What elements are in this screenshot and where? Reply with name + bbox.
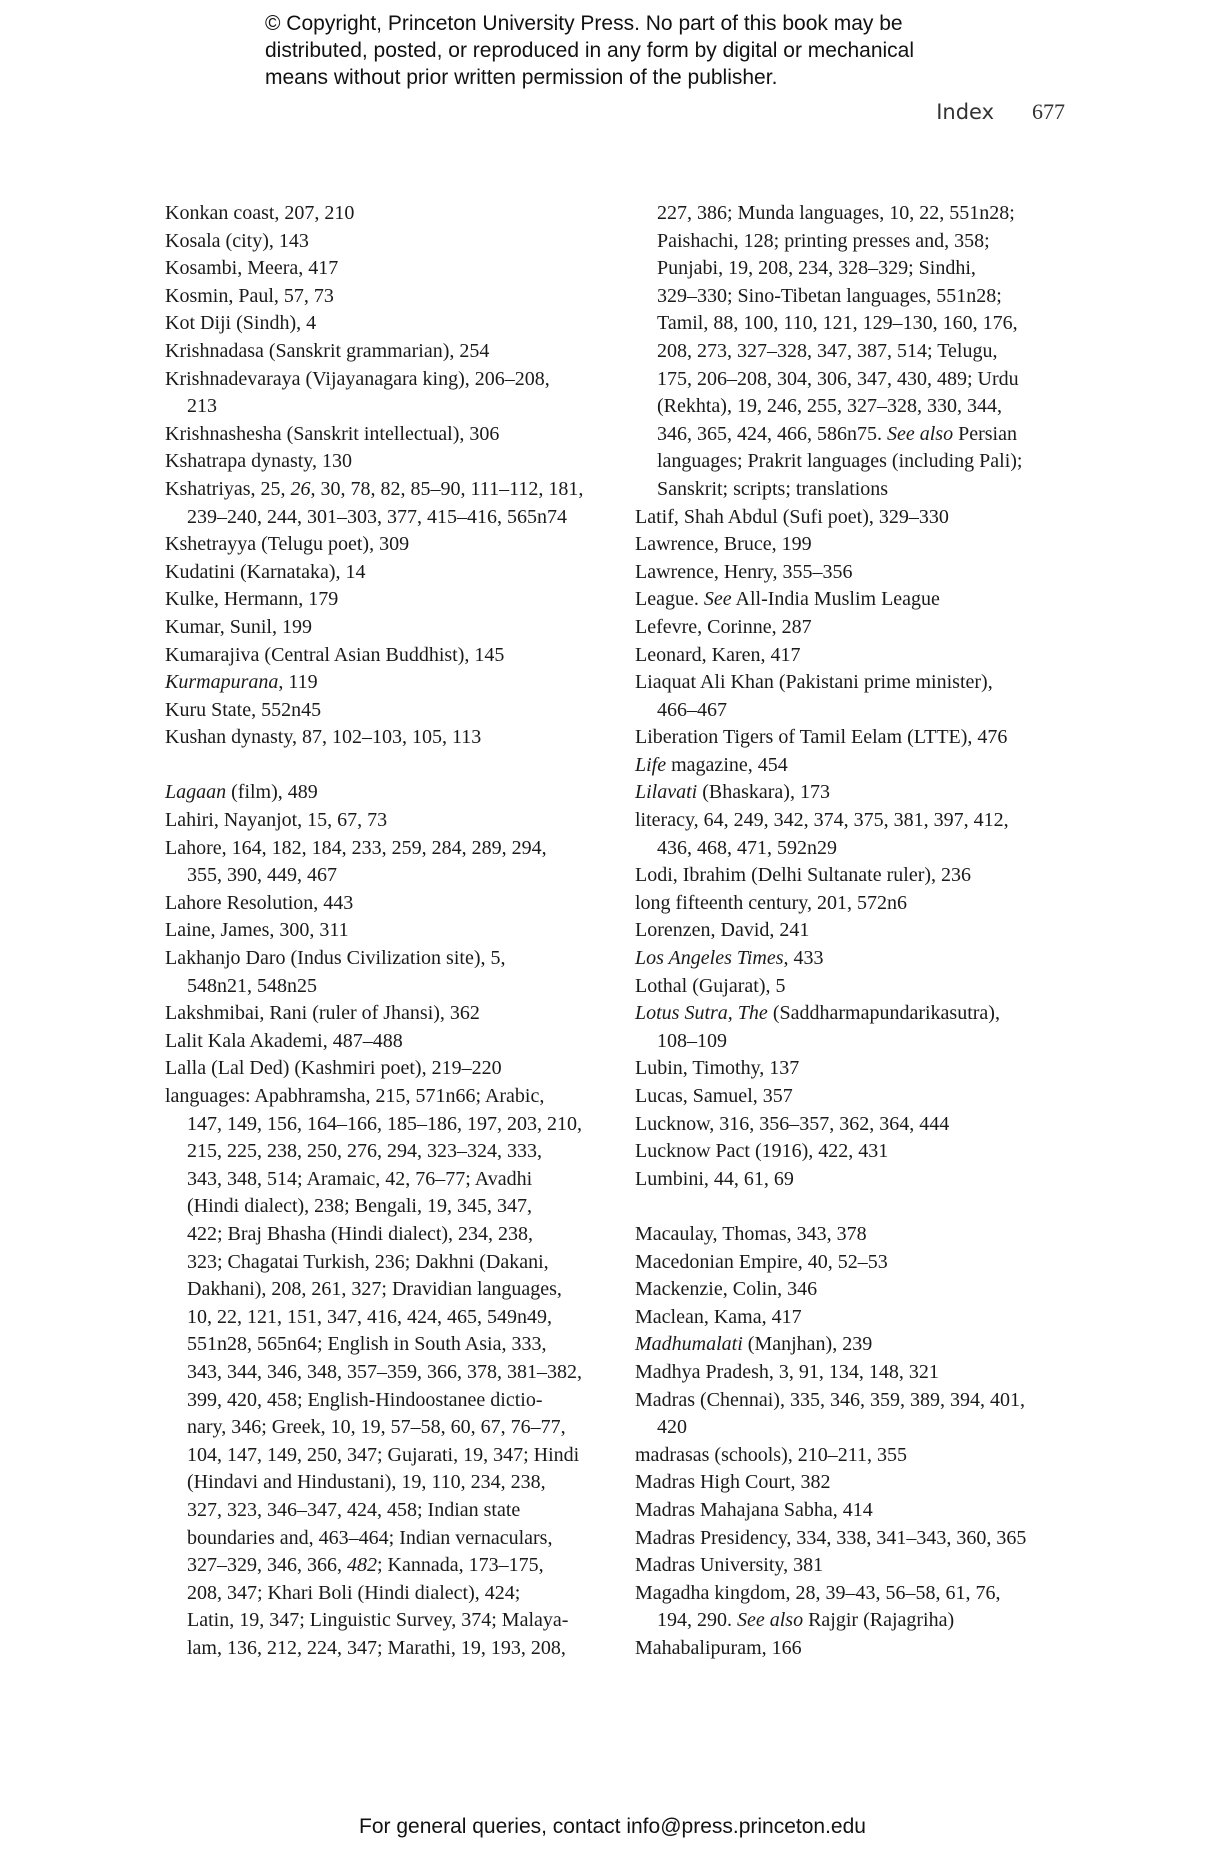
index-entry: Madras High Court, 382 <box>635 1471 831 1494</box>
index-entry: Lakshmibai, Rani (ruler of Jhansi), 362 <box>165 1002 480 1025</box>
index-entry-continuation: Punjabi, 19, 208, 234, 328–329; Sindhi, <box>657 257 976 280</box>
index-entry: Lawrence, Henry, 355–356 <box>635 560 853 583</box>
index-entry-continuation: 104, 147, 149, 250, 347; Gujarati, 19, 347; Hindi <box>187 1443 580 1466</box>
index-entry-continuation: Latin, 19, 347; Linguistic Survey, 374; Malaya- <box>187 1609 569 1632</box>
index-entry: Kurmapurana, 119 <box>165 671 318 694</box>
index-entry-continuation: Paishachi, 128; printing presses and, 358; <box>657 229 990 252</box>
index-entry-continuation: 399, 420, 458; English-Hindoostanee dictio- <box>187 1388 543 1411</box>
copyright-line: distributed, posted, or reproduced in any form by digital or mechanical <box>265 39 915 62</box>
index-entry: Macaulay, Thomas, 343, 378 <box>635 1222 867 1245</box>
index-entry-continuation: 194, 290. See also Rajgir (Rajagriha) <box>657 1609 955 1632</box>
index-entry-continuation: 548n21, 548n25 <box>187 974 317 997</box>
index-entry-continuation: 466–467 <box>657 698 727 721</box>
index-entry: Liaquat Ali Khan (Pakistani prime minister), <box>635 671 993 694</box>
index-entry: Krishnadasa (Sanskrit grammarian), 254 <box>165 339 490 362</box>
index-entry: Lakhanjo Daro (Indus Civilization site), 5, <box>165 947 506 970</box>
index-entry: Lumbini, 44, 61, 69 <box>635 1167 794 1190</box>
index-column-left <box>165 200 600 1662</box>
index-entry: Kosala (city), 143 <box>165 229 309 252</box>
index-entry: Lodi, Ibrahim (Delhi Sultanate ruler), 236 <box>635 864 972 887</box>
index-entry: Lalit Kala Akademi, 487–488 <box>165 1029 403 1052</box>
index-entry: League. See All-India Muslim League <box>635 588 940 611</box>
index-entry-continuation: Sanskrit; scripts; translations <box>657 477 889 500</box>
index-entry: Los Angeles Times, 433 <box>635 947 824 970</box>
index-entry-continuation: 227, 386; Munda languages, 10, 22, 551n28; <box>657 202 1015 224</box>
index-entry-continuation: 346, 365, 424, 466, 586n75. See also Persian <box>657 422 1017 445</box>
running-head <box>936 99 1065 125</box>
index-entry-continuation: 208, 273, 327–328, 347, 387, 514; Telugu, <box>657 339 998 362</box>
index-entry: Liberation Tigers of Tamil Eelam (LTTE), 476 <box>635 726 1008 749</box>
index-entry-continuation: 108–109 <box>657 1029 727 1052</box>
index-entry: Madras University, 381 <box>635 1554 824 1577</box>
index-entry: Krishnashesha (Sanskrit intellectual), 306 <box>165 422 500 445</box>
index-entry: Lahore, 164, 182, 184, 233, 259, 284, 289, 294, <box>165 836 547 859</box>
index-entry: Konkan coast, 207, 210 <box>165 202 355 224</box>
index-entry-continuation: lam, 136, 212, 224, 347; Marathi, 19, 193, 208, <box>187 1636 566 1659</box>
index-entry: Madras Mahajana Sabha, 414 <box>635 1498 873 1521</box>
index-entry-continuation: 343, 344, 346, 348, 357–359, 366, 378, 381–382, <box>187 1360 582 1383</box>
index-entry: Madhumalati (Manjhan), 239 <box>635 1333 873 1356</box>
index-entry: Madras (Chennai), 335, 346, 359, 389, 394, 401, <box>635 1388 1025 1411</box>
index-entry: Kuru State, 552n45 <box>165 698 322 721</box>
index-entry: Kshatriyas, 25, 26, 30, 78, 82, 85–90, 111–112, 181, <box>165 477 584 500</box>
index-entry-continuation: boundaries and, 463–464; Indian vernaculars, <box>187 1526 553 1549</box>
index-entry: Kshetrayya (Telugu poet), 309 <box>165 533 410 556</box>
index-entry: Krishnadevaraya (Vijayanagara king), 206–208, <box>165 367 550 390</box>
index-entry-continuation: Dakhani), 208, 261, 327; Dravidian languages, <box>187 1278 562 1301</box>
index-entry-continuation: 213 <box>187 395 217 418</box>
index-entry: Maclean, Kama, 417 <box>635 1305 802 1328</box>
index-entry: Lubin, Timothy, 137 <box>635 1057 800 1080</box>
index-entry: Kumarajiva (Central Asian Buddhist), 145 <box>165 643 505 666</box>
index-entry: Lotus Sutra, The (Saddharmapundarikasutra), <box>635 1002 1000 1025</box>
index-entry: Lothal (Gujarat), 5 <box>635 974 786 997</box>
index-entry-continuation: Tamil, 88, 100, 110, 121, 129–130, 160, 176, <box>657 312 1018 335</box>
index-entry: languages: Apabhramsha, 215, 571n66; Arabic, <box>165 1085 545 1107</box>
index-entry-continuation: 343, 348, 514; Aramaic, 42, 76–77; Avadhi <box>187 1167 533 1190</box>
index-entry: Lucas, Samuel, 357 <box>635 1085 793 1107</box>
index-entry: literacy, 64, 249, 342, 374, 375, 381, 397, 412, <box>635 809 1009 832</box>
index-entry: Lahiri, Nayanjot, 15, 67, 73 <box>165 809 388 832</box>
copyright-line: © Copyright, Princeton University Press. No part of this book may be <box>265 12 903 35</box>
index-entry: Mackenzie, Colin, 346 <box>635 1278 818 1301</box>
index-entry-continuation: 327–329, 346, 366, 482; Kannada, 173–175, <box>187 1554 544 1577</box>
index-entry: Kulke, Hermann, 179 <box>165 588 339 611</box>
index-entry: Mahabalipuram, 166 <box>635 1636 802 1659</box>
index-entry: Madhya Pradesh, 3, 91, 134, 148, 321 <box>635 1360 939 1383</box>
index-entry-continuation: (Hindavi and Hindustani), 19, 110, 234, 238, <box>187 1471 546 1494</box>
index-entry: Lucknow Pact (1916), 422, 431 <box>635 1140 889 1163</box>
index-entry-continuation: 355, 390, 449, 467 <box>187 864 337 887</box>
index-entry-continuation: 10, 22, 121, 151, 347, 416, 424, 465, 549n49, <box>187 1305 552 1328</box>
index-entry: Lilavati (Bhaskara), 173 <box>635 781 830 804</box>
index-entry: Leonard, Karen, 417 <box>635 643 801 666</box>
index-entry: Madras Presidency, 334, 338, 341–343, 360, 365 <box>635 1526 1027 1549</box>
index-entry: Kshatrapa dynasty, 130 <box>165 450 352 473</box>
page-number: 677 <box>1032 99 1065 124</box>
index-entry: madrasas (schools), 210–211, 355 <box>635 1443 907 1466</box>
index-entry-continuation: 208, 347; Khari Boli (Hindi dialect), 424; <box>187 1581 521 1604</box>
index-entry-continuation: 215, 225, 238, 250, 276, 294, 323–324, 333, <box>187 1140 542 1163</box>
index-entry: Kosambi, Meera, 417 <box>165 257 339 280</box>
index-entry: Lucknow, 316, 356–357, 362, 364, 444 <box>635 1112 950 1135</box>
index-entry: Kushan dynasty, 87, 102–103, 105, 113 <box>165 726 482 749</box>
index-entry: Lorenzen, David, 241 <box>635 919 810 942</box>
index-column-right <box>635 200 1075 1662</box>
copyright-notice <box>265 10 1025 91</box>
index-entry-continuation: (Hindi dialect), 238; Bengali, 19, 345, 347, <box>187 1195 532 1218</box>
index-entry: Kudatini (Karnataka), 14 <box>165 560 366 583</box>
index-entry: Lefevre, Corinne, 287 <box>635 615 812 638</box>
index-entry: Lawrence, Bruce, 199 <box>635 533 812 556</box>
index-entry: Kumar, Sunil, 199 <box>165 615 312 638</box>
footer-contact: For general queries, contact info@press.princeton.edu <box>359 1815 866 1838</box>
index-entry-continuation: 323; Chagatai Turkish, 236; Dakhni (Dakani, <box>187 1250 549 1273</box>
index-entry: Life magazine, 454 <box>635 753 788 776</box>
index-entry: Laine, James, 300, 311 <box>165 919 349 942</box>
index-entry-continuation: (Rekhta), 19, 246, 255, 327–328, 330, 344, <box>657 395 1002 418</box>
index-entry: Kot Diji (Sindh), 4 <box>165 312 317 335</box>
index-entry: Magadha kingdom, 28, 39–43, 56–58, 61, 76, <box>635 1581 1001 1604</box>
index-entry-continuation: 175, 206–208, 304, 306, 347, 430, 489; Urdu <box>657 367 1019 390</box>
index-entry: Lalla (Lal Ded) (Kashmiri poet), 219–220 <box>165 1057 502 1080</box>
index-entry: Kosmin, Paul, 57, 73 <box>165 284 334 307</box>
index-entry-continuation: 436, 468, 471, 592n29 <box>657 836 837 859</box>
index-entry: long fifteenth century, 201, 572n6 <box>635 891 907 914</box>
index-entry-continuation: 327, 323, 346–347, 424, 458; Indian state <box>187 1498 521 1521</box>
index-entry: Lagaan (film), 489 <box>165 781 318 804</box>
section-title: Index <box>936 100 994 124</box>
index-entry-continuation: 551n28, 565n64; English in South Asia, 333, <box>187 1333 547 1356</box>
index-entry-continuation: 147, 149, 156, 164–166, 185–186, 197, 203, 210, <box>187 1112 582 1135</box>
index-entry-continuation: nary, 346; Greek, 10, 19, 57–58, 60, 67, 76–77, <box>187 1416 566 1439</box>
index-entry-continuation: 422; Braj Bhasha (Hindi dialect), 234, 238, <box>187 1222 534 1245</box>
copyright-line: means without prior written permission of the publisher. <box>265 66 778 89</box>
index-entry: Latif, Shah Abdul (Sufi poet), 329–330 <box>635 505 949 528</box>
index-entry: Lahore Resolution, 443 <box>165 891 354 914</box>
index-entry-continuation: languages; Prakrit languages (including Pali); <box>657 450 1023 473</box>
index-entry-continuation: 329–330; Sino-Tibetan languages, 551n28; <box>657 284 1002 307</box>
index-entry-continuation: 420 <box>657 1416 687 1439</box>
index-entry-continuation: 239–240, 244, 301–303, 377, 415–416, 565n74 <box>187 505 567 528</box>
index-entry: Macedonian Empire, 40, 52–53 <box>635 1250 888 1273</box>
